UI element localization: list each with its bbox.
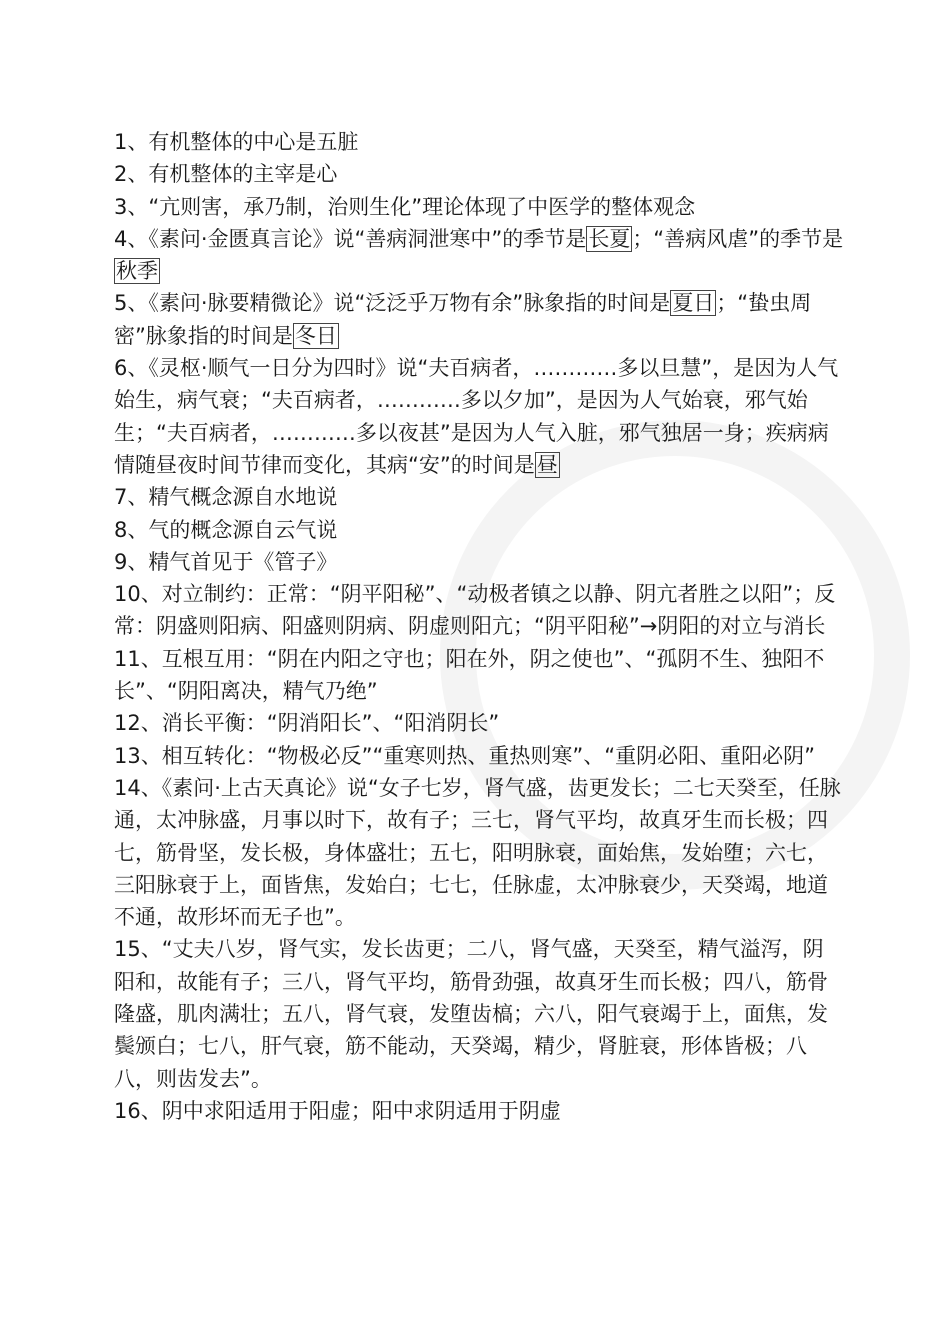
item-number: 1、	[114, 130, 149, 154]
item-number: 7、	[114, 485, 149, 510]
item-text: ；“蛰虫周密”脉象指的时间是	[114, 291, 812, 348]
boxed-answer: 秋季	[116, 259, 158, 284]
item-text: ；“善病风虐”的季节是	[632, 226, 844, 251]
item-text: 气的概念源自云气说	[148, 517, 338, 542]
list-item	[114, 1095, 844, 1127]
list-item	[114, 643, 844, 708]
list-item	[114, 481, 844, 513]
list-item	[114, 740, 844, 772]
item-number: 3、	[114, 194, 149, 219]
item-text: “丈夫八岁，肾气实，发长齿更；二八，肾气盛，天癸至，精气溢泻，阴阳和，故能有子；三八，肾气平均，筋骨劲强，故真牙生而长极；四八，筋骨隆盛，肌肉满壮；五八，肾气衰，发堕齿槁；六八，阳气衰竭于上，面焦，发鬓颁白；七八，肝气衰，筋不能动，天癸竭，精少，肾脏衰，形体皆极；八八，则齿发去”。	[114, 937, 828, 1091]
item-text: 阴中求阳适用于阳虚；阳中求阴适用于阴虚	[161, 1098, 561, 1123]
item-number: 8、	[114, 517, 149, 542]
item-text: “亢则害，承乃制，治则生化”理论体现了中医学的整体观念	[148, 194, 696, 219]
item-number: 6、	[114, 356, 149, 381]
list-item	[114, 287, 844, 352]
item-text: 消长平衡：“阴消阳长”、“阳消阴长”	[161, 711, 500, 736]
item-text: 《素问·金匮真言论》说“善病洞泄寒中”的季节是	[148, 226, 587, 251]
list-item	[114, 772, 844, 933]
list-item	[114, 191, 844, 223]
item-number: 12、	[114, 711, 162, 736]
list-item	[114, 126, 844, 158]
document-body	[114, 126, 844, 1127]
item-text: 相互转化：“物极必反”“重寒则热、重热则寒”、“重阴必阳、重阳必阴”	[161, 743, 816, 768]
item-number: 10、	[114, 582, 162, 607]
item-number: 2、	[114, 162, 149, 187]
item-text: 《素问·脉要精微论》说“泛泛乎万物有余”脉象指的时间是	[148, 291, 671, 316]
item-number: 11、	[114, 646, 162, 671]
list-item	[114, 546, 844, 578]
boxed-answer: 冬日	[294, 323, 337, 348]
item-text: 有机整体的主宰是心	[148, 162, 338, 187]
item-number: 13、	[114, 743, 162, 768]
list-item	[114, 514, 844, 546]
item-text: 《素问·上古天真论》说“女子七岁，肾气盛，齿更发长；二七天癸至，任脉通，太冲脉盛，月事以时下，故有子；三七，肾气平均，故真牙生而长极；四七，筋骨坚，发长极，身体盛壮；五七，阳明脉衰，面始焦，发始堕；六七，三阳脉衰于上，面皆焦，发始白；七七，任脉虚，太冲脉衰少，天癸竭，地道不通，故形坏而无子也”。	[114, 775, 841, 930]
boxed-answer: 昼	[536, 452, 558, 477]
item-text: 精气概念源自水地说	[148, 485, 338, 510]
list-item	[114, 158, 844, 190]
item-number: 4、	[114, 226, 149, 251]
item-number: 15、	[114, 937, 162, 962]
item-text: 互根互用：“阴在内阳之守也；阳在外，阴之使也”、“孤阴不生、独阳不长”、“阴阳离决，精气乃绝”	[114, 646, 825, 704]
item-text: 精气首见于《管子》	[148, 549, 338, 574]
list-item	[114, 578, 844, 643]
item-text: 有机整体的中心是五脏	[148, 130, 359, 154]
item-text: 对立制约：正常：“阴平阳秘”、“动极者镇之以静、阴亢者胜之以阳”；反常：阴盛则阳病、阳盛则阴病、阴虚则阳亢；“阴平阳秘”→阴阳的对立与消长	[114, 582, 836, 639]
item-number: 14、	[114, 775, 162, 800]
list-item	[114, 352, 844, 481]
item-number: 9、	[114, 549, 149, 574]
item-number: 5、	[114, 291, 149, 316]
boxed-answer: 夏日	[672, 291, 715, 316]
item-text: 《灵枢·顺气一日分为四时》说“夫百病者，…………多以旦慧”，是因为人气始生，病气衰；“夫百病者，…………多以夕加”，是因为人气始衰，邪气始生；“夫百病者，…………多以夜甚”是因为人气入脏，邪气独居一身；疾病病情随昼夜时间节律而变化，其病“安”的时间是	[114, 356, 839, 477]
list-item	[114, 223, 844, 288]
list-item	[114, 933, 844, 1094]
item-number: 16、	[114, 1098, 162, 1123]
boxed-answer: 长夏	[588, 226, 631, 251]
list-item	[114, 707, 844, 739]
